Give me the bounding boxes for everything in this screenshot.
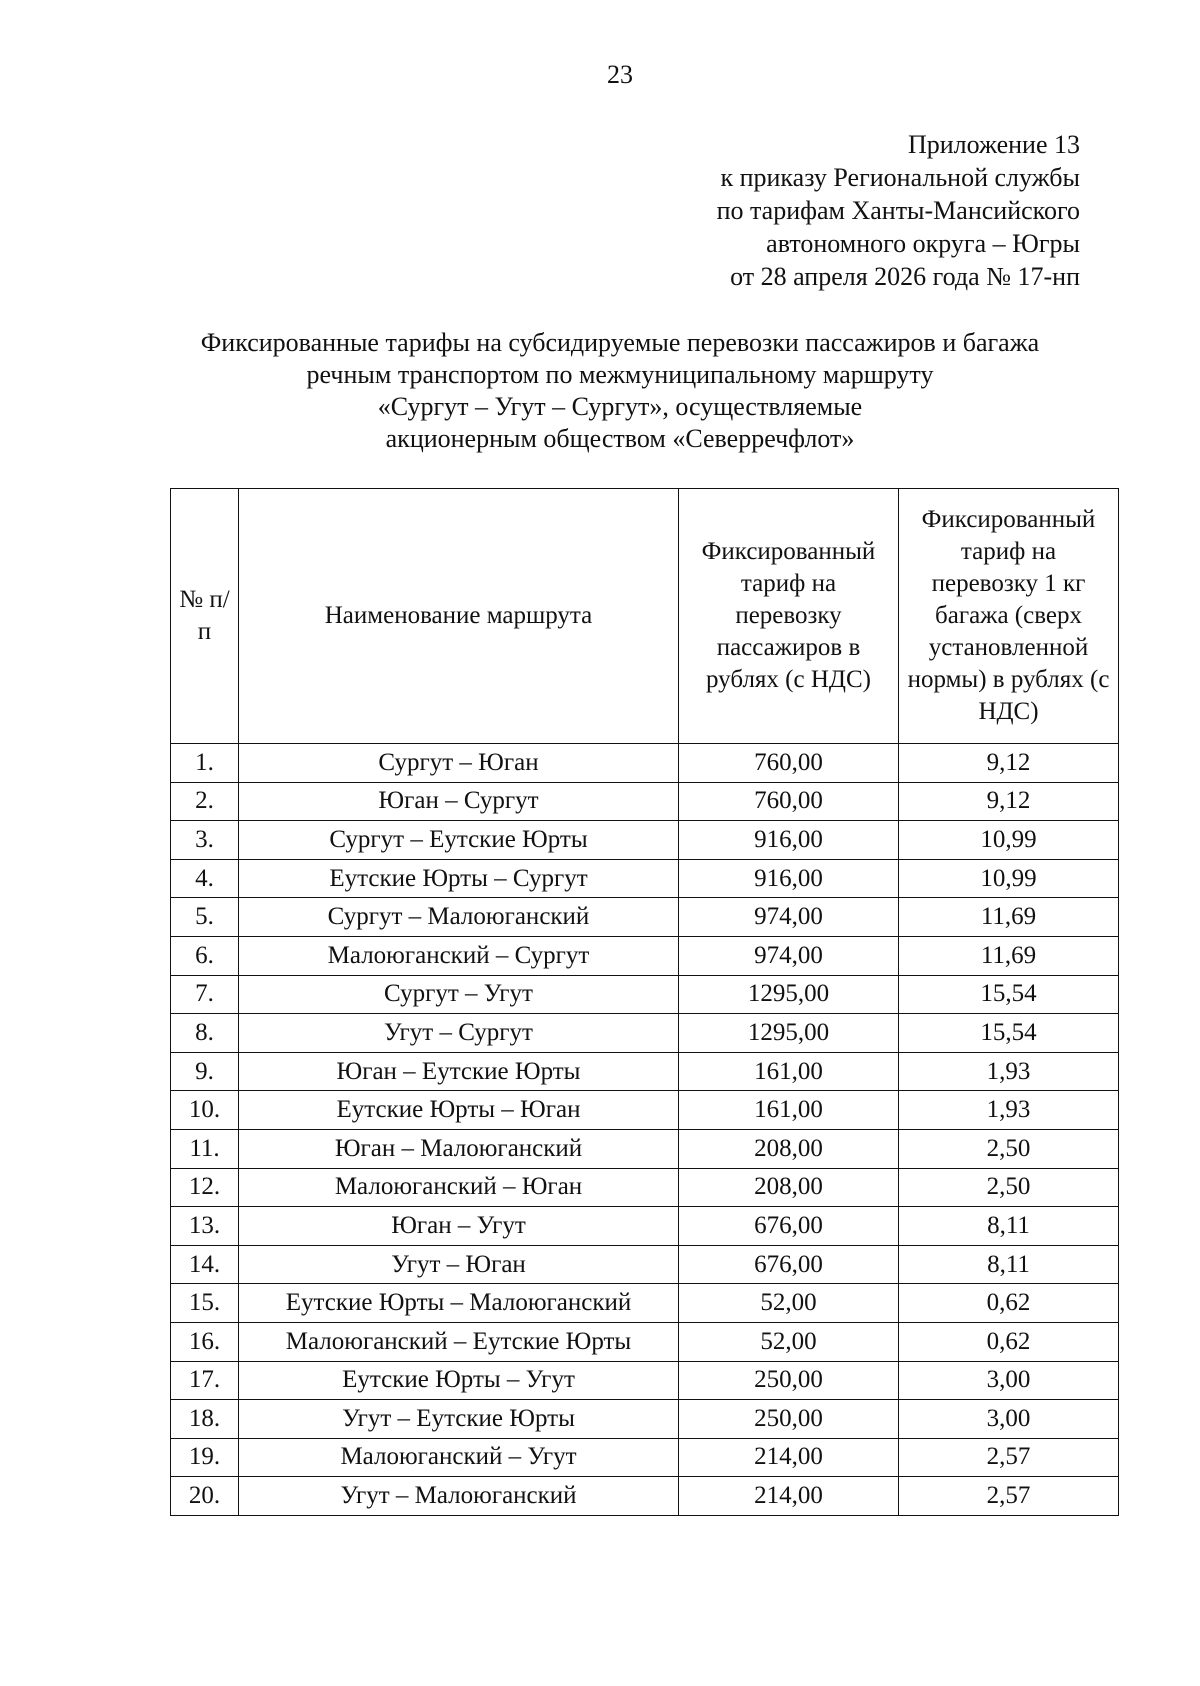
table-row [171, 1322, 1119, 1361]
cell-passenger: 974,00 [679, 898, 899, 937]
cell-passenger: 676,00 [679, 1207, 899, 1246]
cell-route: Сургут – Угут [239, 975, 679, 1014]
cell-num: 11. [171, 1129, 239, 1168]
table-row [171, 1477, 1119, 1516]
table-row [171, 821, 1119, 860]
header-baggage-label: Фиксированный тариф на перевозку 1 кг багажа (сверх установленной нормы) в рублях (с НДС) [907, 506, 1110, 725]
cell-baggage: 8,11 [899, 1207, 1119, 1246]
cell-baggage: 10,99 [899, 859, 1119, 898]
document-title [100, 327, 1140, 455]
table-row [171, 1438, 1119, 1477]
cell-passenger: 52,00 [679, 1322, 899, 1361]
cell-passenger: 1295,00 [679, 1014, 899, 1053]
cell-route: Юган – Угут [239, 1207, 679, 1246]
cell-num: 10. [171, 1091, 239, 1130]
cell-baggage: 3,00 [899, 1400, 1119, 1439]
appendix-line: Приложение 13 [907, 130, 1080, 159]
table-row [171, 1091, 1119, 1130]
cell-baggage: 11,69 [899, 936, 1119, 975]
table-row [171, 936, 1119, 975]
cell-route: Юган – Еутские Юрты [239, 1052, 679, 1091]
cell-passenger: 760,00 [679, 744, 899, 783]
cell-num: 17. [171, 1361, 239, 1400]
table-row [171, 975, 1119, 1014]
cell-baggage: 2,50 [899, 1168, 1119, 1207]
cell-num: 12. [171, 1168, 239, 1207]
cell-baggage: 1,93 [899, 1091, 1119, 1130]
table-row [171, 1014, 1119, 1053]
cell-num: 16. [171, 1322, 239, 1361]
cell-route: Угут – Сургут [239, 1014, 679, 1053]
header-route [239, 489, 679, 744]
table-row [171, 859, 1119, 898]
table-row [171, 1168, 1119, 1207]
cell-num: 7. [171, 975, 239, 1014]
table-row [171, 898, 1119, 937]
cell-baggage: 10,99 [899, 821, 1119, 860]
cell-num: 20. [171, 1477, 239, 1516]
cell-passenger: 52,00 [679, 1284, 899, 1323]
cell-route: Малоюганский – Юган [239, 1168, 679, 1207]
table-body [171, 744, 1119, 1516]
cell-route: Угут – Юган [239, 1245, 679, 1284]
cell-route: Малоюганский – Еутские Юрты [239, 1322, 679, 1361]
cell-route: Малоюганский – Сургут [239, 936, 679, 975]
table-row [171, 782, 1119, 821]
cell-num: 2. [171, 782, 239, 821]
cell-route: Еутские Юрты – Угут [239, 1361, 679, 1400]
title-line: Фиксированные тарифы на субсидируемые перевозки пассажиров и багажа [200, 328, 1040, 357]
cell-num: 8. [171, 1014, 239, 1053]
cell-num: 6. [171, 936, 239, 975]
cell-route: Еутские Юрты – Юган [239, 1091, 679, 1130]
tariffs-table [170, 488, 1119, 1516]
cell-num: 19. [171, 1438, 239, 1477]
cell-num: 1. [171, 744, 239, 783]
table-row [171, 1207, 1119, 1246]
title-line: акционерным обществом «Северречфлот» [385, 424, 855, 453]
page-number: 23 [607, 60, 633, 89]
cell-passenger: 676,00 [679, 1245, 899, 1284]
cell-baggage: 11,69 [899, 898, 1119, 937]
cell-passenger: 250,00 [679, 1361, 899, 1400]
cell-route: Угут – Малоюганский [239, 1477, 679, 1516]
cell-passenger: 974,00 [679, 936, 899, 975]
cell-route: Юган – Сургут [239, 782, 679, 821]
cell-num: 5. [171, 898, 239, 937]
cell-route: Еутские Юрты – Сургут [239, 859, 679, 898]
cell-route: Сургут – Еутские Юрты [239, 821, 679, 860]
cell-baggage: 15,54 [899, 975, 1119, 1014]
header-passenger [679, 489, 899, 744]
appendix-block [717, 128, 1080, 293]
cell-passenger: 214,00 [679, 1438, 899, 1477]
cell-num: 18. [171, 1400, 239, 1439]
cell-baggage: 8,11 [899, 1245, 1119, 1284]
cell-passenger: 208,00 [679, 1129, 899, 1168]
table-row [171, 1361, 1119, 1400]
cell-baggage: 2,57 [899, 1477, 1119, 1516]
cell-baggage: 2,50 [899, 1129, 1119, 1168]
table-header-row [171, 489, 1119, 744]
appendix-line: автономного округа – Югры [766, 229, 1080, 258]
cell-num: 14. [171, 1245, 239, 1284]
cell-num: 4. [171, 859, 239, 898]
cell-num: 13. [171, 1207, 239, 1246]
cell-baggage: 9,12 [899, 744, 1119, 783]
table-row [171, 1129, 1119, 1168]
cell-route: Угут – Еутские Юрты [239, 1400, 679, 1439]
header-passenger-label: Фиксированный тариф на перевозку пассажиров в рублях (с НДС) [701, 538, 876, 693]
cell-passenger: 916,00 [679, 821, 899, 860]
table-row [171, 1400, 1119, 1439]
cell-route: Сургут – Юган [239, 744, 679, 783]
cell-num: 15. [171, 1284, 239, 1323]
header-baggage [899, 489, 1119, 744]
cell-num: 3. [171, 821, 239, 860]
cell-route: Малоюганский – Угут [239, 1438, 679, 1477]
cell-baggage: 2,57 [899, 1438, 1119, 1477]
table-row [171, 1245, 1119, 1284]
header-num [171, 489, 239, 744]
cell-baggage: 3,00 [899, 1361, 1119, 1400]
cell-baggage: 9,12 [899, 782, 1119, 821]
cell-baggage: 15,54 [899, 1014, 1119, 1053]
cell-num: 9. [171, 1052, 239, 1091]
table-row [171, 1284, 1119, 1323]
cell-route: Сургут – Малоюганский [239, 898, 679, 937]
cell-passenger: 760,00 [679, 782, 899, 821]
appendix-line: к приказу Региональной службы [720, 163, 1080, 192]
title-line: «Сургут – Угут – Сургут», осуществляемые [377, 392, 863, 421]
cell-route: Еутские Юрты – Малоюганский [239, 1284, 679, 1323]
appendix-line: от 28 апреля 2026 года № 17-нп [730, 262, 1080, 291]
cell-passenger: 208,00 [679, 1168, 899, 1207]
cell-passenger: 250,00 [679, 1400, 899, 1439]
table-row [171, 1052, 1119, 1091]
cell-passenger: 161,00 [679, 1091, 899, 1130]
cell-route: Юган – Малоюганский [239, 1129, 679, 1168]
cell-passenger: 1295,00 [679, 975, 899, 1014]
cell-baggage: 1,93 [899, 1052, 1119, 1091]
cell-baggage: 0,62 [899, 1284, 1119, 1323]
cell-passenger: 161,00 [679, 1052, 899, 1091]
header-num-label: № п/п [179, 586, 230, 645]
table-row [171, 744, 1119, 783]
cell-passenger: 916,00 [679, 859, 899, 898]
header-route-label: Наименование маршрута [324, 602, 593, 629]
cell-baggage: 0,62 [899, 1322, 1119, 1361]
cell-passenger: 214,00 [679, 1477, 899, 1516]
title-line: речным транспортом по межмуниципальному маршруту [306, 360, 934, 389]
appendix-line: по тарифам Ханты-Мансийского [716, 196, 1080, 225]
